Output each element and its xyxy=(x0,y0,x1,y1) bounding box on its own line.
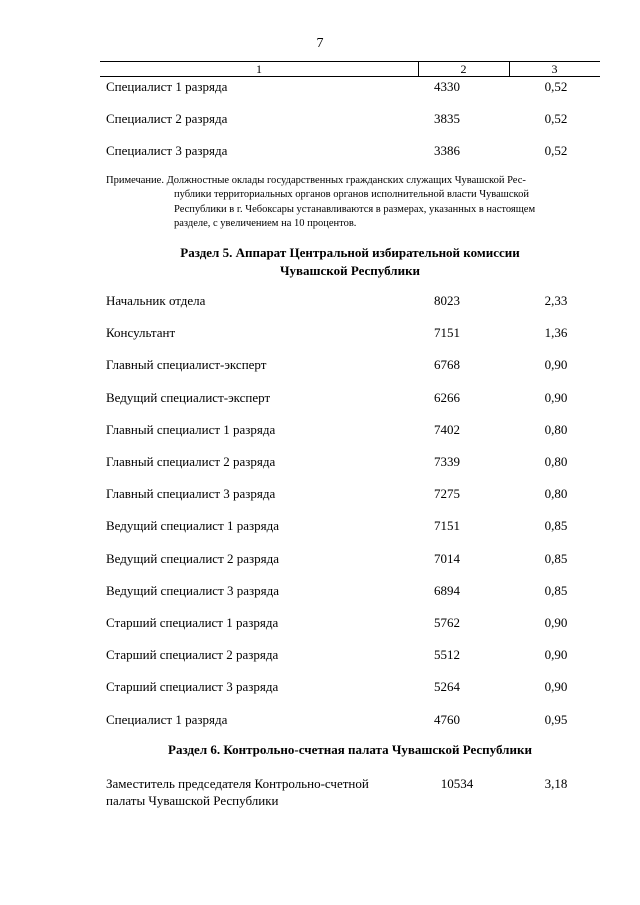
note-label: Примечание. xyxy=(106,175,164,186)
section-title-line: Раздел 5. Аппарат Центральной избирательной комиссии xyxy=(180,245,520,260)
salary-value: 6894 xyxy=(434,583,460,598)
note-line: Республики в г. Чебоксары устанавливаются в размерах, указанных в настоящем xyxy=(174,203,536,215)
salary-value: 3835 xyxy=(434,111,460,126)
salary-value: 5762 xyxy=(434,615,460,630)
coefficient-value: 0,85 xyxy=(544,518,568,533)
coefficient-value: 0,52 xyxy=(544,143,568,158)
note-block xyxy=(106,174,598,231)
coefficient-value: 0,85 xyxy=(544,583,568,598)
salary-value: 10534 xyxy=(440,776,474,791)
salary-value: 8023 xyxy=(434,293,460,308)
page-number: 7 xyxy=(316,36,324,51)
position-name: Главный специалист 1 разряда xyxy=(106,422,276,437)
position-name: Старший специалист 3 разряда xyxy=(106,679,279,694)
table-row xyxy=(106,775,600,809)
section-title: Раздел 6. Контрольно-счетная палата Чувашской Республики xyxy=(168,742,532,757)
coefficient-value: 0,90 xyxy=(544,390,568,405)
table-row xyxy=(106,142,600,160)
coefficient-value: 1,36 xyxy=(544,325,568,340)
position-name: Ведущий специалист 1 разряда xyxy=(106,518,280,533)
column-header-3: 3 xyxy=(551,62,558,76)
position-name: Специалист 2 разряда xyxy=(106,111,228,126)
salary-value: 7402 xyxy=(434,422,460,437)
position-name: Ведущий специалист-эксперт xyxy=(106,390,271,405)
coefficient-value: 0,90 xyxy=(544,647,568,662)
position-name: Ведущий специалист 2 разряда xyxy=(106,551,280,566)
position-name: Главный специалист 3 разряда xyxy=(106,486,276,501)
table-row xyxy=(106,550,600,568)
table-row xyxy=(106,292,600,310)
salary-value: 5264 xyxy=(434,679,460,694)
position-name: Ведущий специалист 3 разряда xyxy=(106,583,280,598)
position-name: Старший специалист 1 разряда xyxy=(106,615,279,630)
coefficient-value: 0,90 xyxy=(544,679,568,694)
table-row xyxy=(106,582,600,600)
salary-value: 4760 xyxy=(434,712,460,727)
table-row xyxy=(106,614,600,632)
position-name xyxy=(106,775,404,809)
table-row xyxy=(106,517,600,535)
position-name-line: Заместитель председателя Контрольно-счетной xyxy=(106,776,369,791)
position-name-line: палаты Чувашской Республики xyxy=(106,793,279,808)
column-header-2: 2 xyxy=(418,62,510,76)
position-name: Консультант xyxy=(106,325,176,340)
table-row xyxy=(106,711,600,729)
note-line: разделе, с увеличением на 10 процентов. xyxy=(174,217,357,229)
salary-value: 6266 xyxy=(434,390,460,405)
salary-value: 7151 xyxy=(434,518,460,533)
coefficient-value: 2,33 xyxy=(544,293,568,308)
position-name: Специалист 1 разряда xyxy=(106,712,228,727)
table-row xyxy=(106,356,600,374)
table-row xyxy=(106,453,600,471)
table-row xyxy=(106,110,600,128)
section-title-line: Чувашской Республики xyxy=(279,263,421,278)
position-name: Специалист 3 разряда xyxy=(106,143,228,158)
position-name: Старший специалист 2 разряда xyxy=(106,647,279,662)
table-row xyxy=(106,646,600,664)
position-name: Главный специалист-эксперт xyxy=(106,357,267,372)
salary-value: 7014 xyxy=(434,551,460,566)
table-row xyxy=(106,389,600,407)
salary-value: 5512 xyxy=(434,647,460,662)
section-title xyxy=(100,244,600,280)
coefficient-value: 3,18 xyxy=(544,776,568,791)
note-line: публики территориальных органов органов исполнительной власти Чувашской xyxy=(174,189,529,201)
coefficient-value: 0,80 xyxy=(544,486,568,501)
table-header xyxy=(100,61,600,77)
column-header-1: 1 xyxy=(100,62,419,76)
coefficient-value: 0,90 xyxy=(544,615,568,630)
salary-value: 3386 xyxy=(434,143,460,158)
coefficient-value: 0,90 xyxy=(544,357,568,372)
table-row xyxy=(106,324,600,342)
coefficient-value: 0,80 xyxy=(544,422,568,437)
coefficient-value: 0,52 xyxy=(544,79,568,94)
table-row xyxy=(106,78,600,96)
position-name: Главный специалист 2 разряда xyxy=(106,454,276,469)
position-name: Специалист 1 разряда xyxy=(106,79,228,94)
coefficient-value: 0,85 xyxy=(544,551,568,566)
table-row xyxy=(106,485,600,503)
coefficient-value: 0,52 xyxy=(544,111,568,126)
table-row xyxy=(106,421,600,439)
coefficient-value: 0,95 xyxy=(544,712,568,727)
note-line: Должностные оклады государственных гражданских служащих Чувашской Рес- xyxy=(166,175,526,186)
salary-value: 7339 xyxy=(434,454,460,469)
salary-value: 6768 xyxy=(434,357,460,372)
salary-value: 7151 xyxy=(434,325,460,340)
table-row xyxy=(106,678,600,696)
salary-value: 4330 xyxy=(434,79,460,94)
position-name: Начальник отдела xyxy=(106,293,206,308)
coefficient-value: 0,80 xyxy=(544,454,568,469)
salary-value: 7275 xyxy=(434,486,460,501)
